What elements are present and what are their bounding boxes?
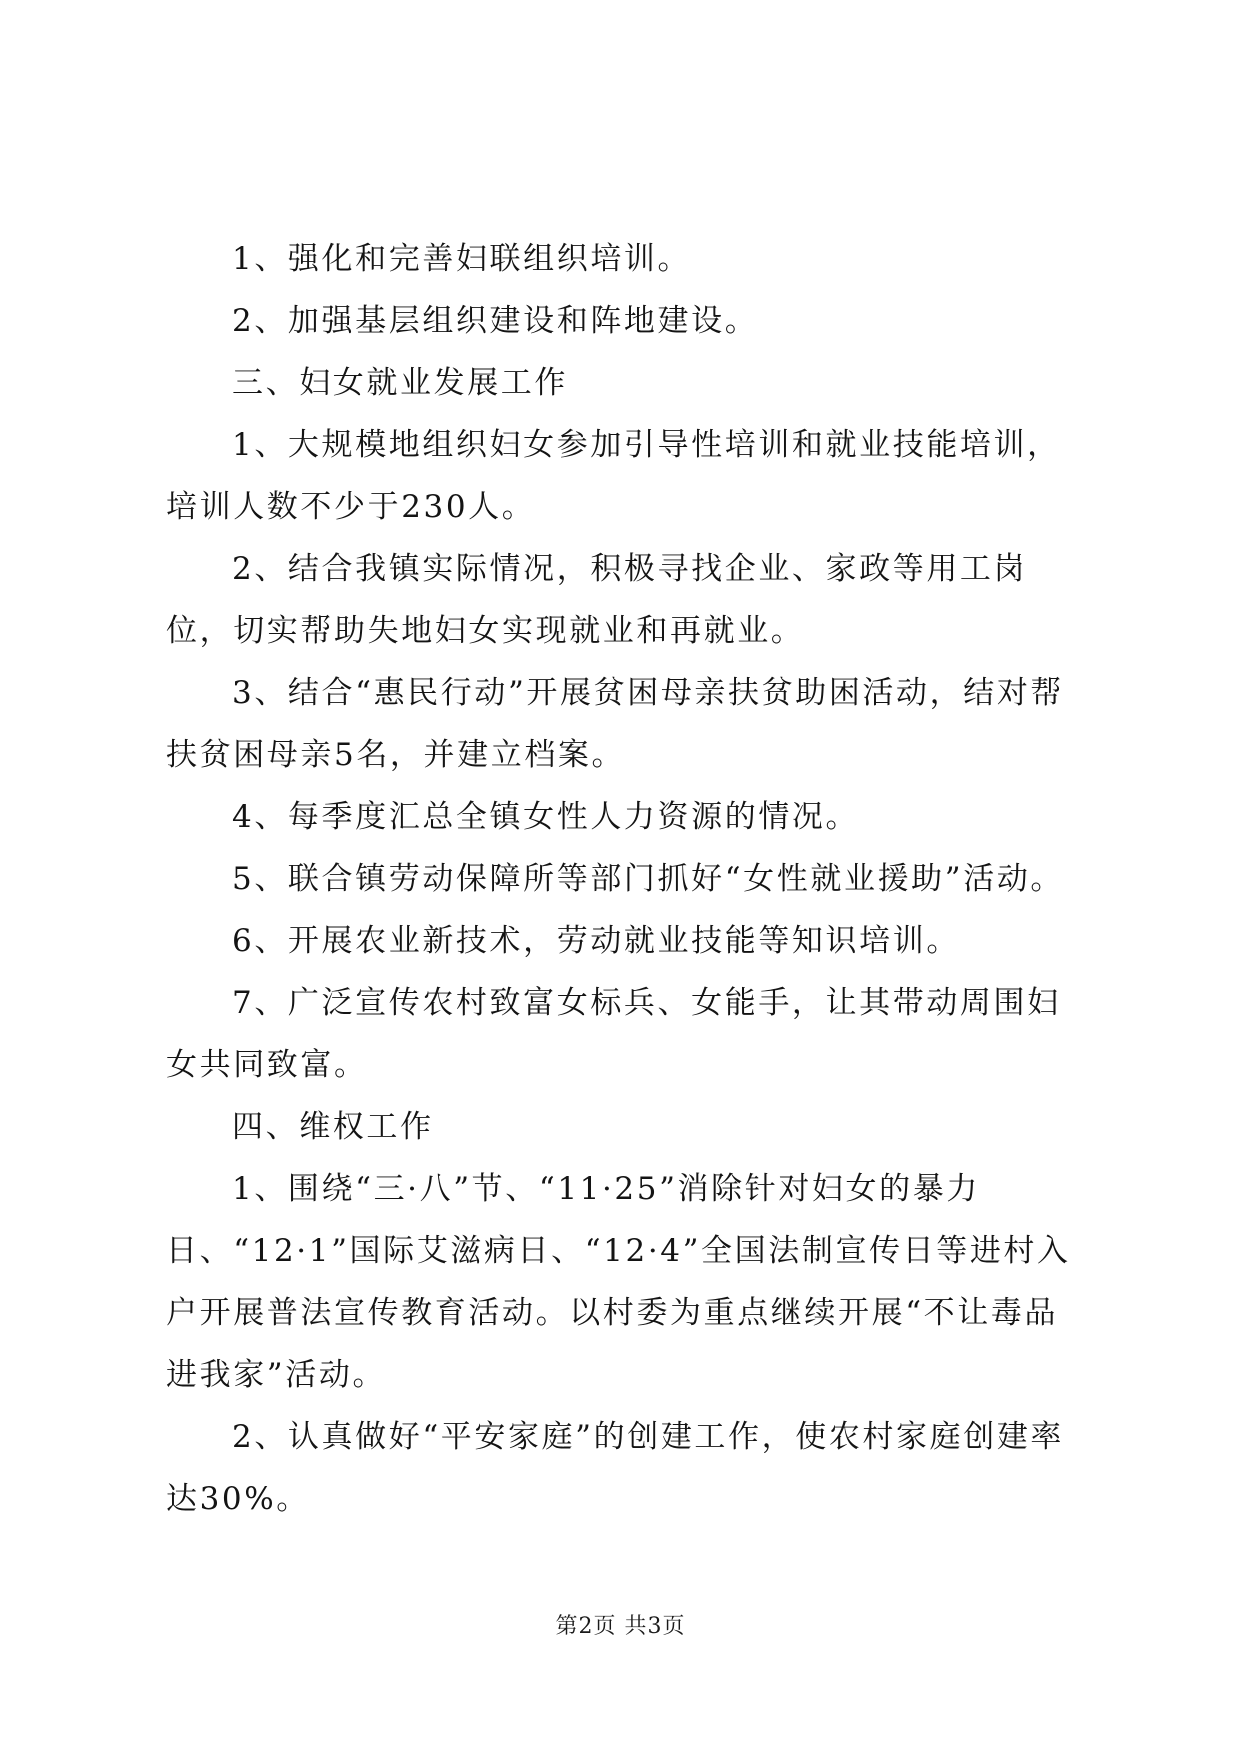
paragraph-item-8: 6、开展农业新技术，劳动就业技能等知识培训。 bbox=[232, 923, 960, 959]
paragraph-item-4: 2、结合我镇实际情况，积极寻找企业、家政等用工岗位，切实帮助失地妇女实现就业和再就业。 bbox=[166, 551, 1028, 649]
paragraph-item-5: 3、结合“惠民行动”开展贫困母亲扶贫助困活动，结对帮扶贫困母亲5名，并建立档案。 bbox=[166, 675, 1065, 773]
paragraph-item-11: 2、认真做好“平安家庭”的创建工作，使农村家庭创建率达30%。 bbox=[166, 1419, 1065, 1517]
paragraph-item-6: 4、每季度汇总全镇女性人力资源的情况。 bbox=[232, 799, 860, 835]
paragraph-item-3: 1、大规模地组织妇女参加引导性培训和就业技能培训，培训人数不少于230人。 bbox=[166, 427, 1061, 525]
section-heading-rights: 四、维权工作 bbox=[232, 1109, 434, 1145]
paragraph-item-10: 1、围绕“三·八”节、“11·25”消除针对妇女的暴力日、“12·1”国际艾滋病日、“12·4”全国法制宣传日等进村入户开展普法宣传教育活动。以村委为重点继续开展“不让毒品进我家”活动。 bbox=[166, 1171, 1071, 1393]
paragraph-item-9: 7、广泛宣传农村致富女标兵、女能手，让其带动周围妇女共同致富。 bbox=[166, 985, 1061, 1083]
paragraph-item-2: 2、加强基层组织建设和阵地建设。 bbox=[232, 303, 759, 339]
document-body bbox=[166, 228, 1086, 1530]
section-heading-employment: 三、妇女就业发展工作 bbox=[232, 365, 568, 401]
paragraph-item-1: 1、强化和完善妇联组织培训。 bbox=[232, 241, 692, 277]
page-number-footer: 第2页 共3页 bbox=[555, 1614, 686, 1639]
paragraph-item-7: 5、联合镇劳动保障所等部门抓好“女性就业援助”活动。 bbox=[232, 861, 1065, 897]
